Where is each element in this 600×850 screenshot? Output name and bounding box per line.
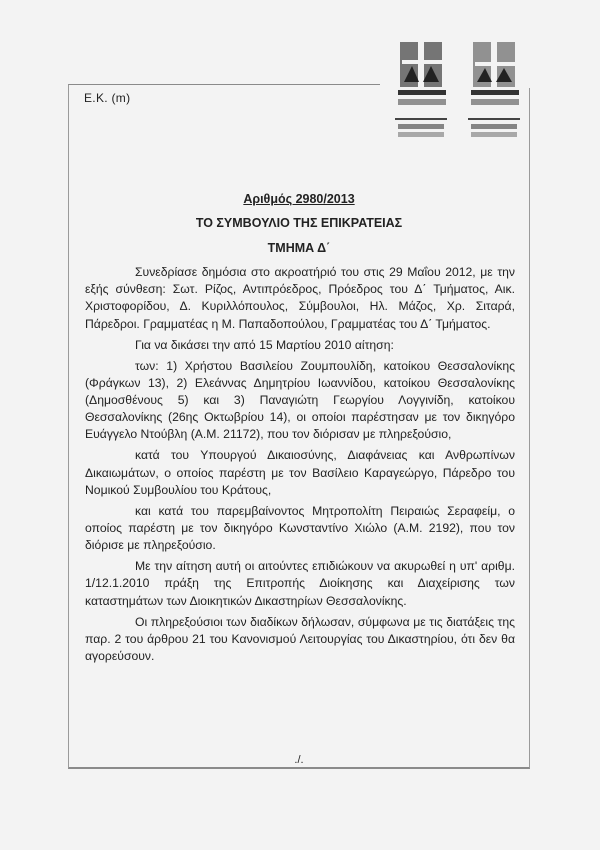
document-code: Ε.Κ. (m) <box>84 91 131 105</box>
paragraph-request: Με την αίτηση αυτή οι αιτούντες επιδιώκουν να ακυρωθεί η υπ' αριθμ. 1/12.1.2010 πράξη της Επιτροπής Διοίκησης και Διαχείρισης των καταστημάτων των Διοικητικών Δικαστηρίων Θεσσαλονίκης. <box>85 559 515 608</box>
continuation-mark: ./. <box>294 754 304 766</box>
paragraph-composition: Συνεδρίασε δημόσια στο ακροατήριό του στις 29 Μαΐου 2012, με την εξής σύνθεση: Σωτ. Ρίζος, Αντιπρόεδρος, Πρόεδρος του Δ΄ Τμήματος, Αικ. Χριστοφορίδου, Δ. Κυριλλόπουλος, Σύμβουλοι, Ηλ. Μάζος, Χρ. Σιταρά, Πάρεδροι. Γραμματέας η Μ. Παπαδοπούλου, Γραμματέας του Δ΄ Τμήματος. <box>85 265 515 331</box>
paragraph-intervener: και κατά του παρεμβαίνοντος Μητροπολίτη Πειραιώς Σεραφείμ, ο οποίος παρέστη με τον δικηγόρο Κωνσταντίνο Χιώλο (Α.Μ. 2192), που τον διόρισε με πληρεξούσιο. <box>85 503 515 553</box>
paragraph-declaration: Οι πληρεξούσιοι των διαδίκων δήλωσαν, σύμφωνα με τις διατάξεις της παρ. 2 του άρθρου 21 του Κανονισμού Λειτουργίας του Δικαστηρίου, ότι δεν θα αγορεύσουν. <box>85 614 515 664</box>
paragraph-respondent: κατά του Υπουργού Δικαιοσύνης, Διαφάνειας και Ανθρωπίνων Δικαιωμάτων, ο οποίος παρέστη με τον Βασίλειο Καραγεώργο, Πάρεδρο του Νομικού Συμβουλίου του Κράτους, <box>85 448 515 497</box>
court-section: ΤΜΗΜΑ Δ΄ <box>267 241 331 255</box>
court-stamp-icon <box>392 20 450 140</box>
decision-number: Αριθμός 2980/2013 <box>243 192 355 206</box>
paragraph-application: Για να δικάσει την από 15 Μαρτίου 2010 αίτηση: <box>135 337 394 352</box>
court-name: ΤΟ ΣΥΜΒΟΥΛΙΟ ΤΗΣ ΕΠΙΚΡΑΤΕΙΑΣ <box>195 216 403 230</box>
court-stamp-icon <box>465 20 523 140</box>
document-body <box>85 264 515 669</box>
paragraph-applicants: των: 1) Χρήστου Βασιλείου Ζουμπουλίδη, κατοίκου Θεσσαλονίκης (Φράγκων 13), 2) Ελεάννας Δημητρίου Ιωαννίδου, κατοίκου Θεσσαλονίκης (Δημοσθένους 5) και 3) Παναγιώτη Γεωργίου Λογγινίδη, κατοίκου Θεσσαλονίκης (26ης Οκτωβρίου 14), οι οποίοι παρέστησαν με τον δικηγόρο Ευάγγελο Ντούβλη (Α.Μ. 21172), που τον διόρισαν με πληρεξούσιο, <box>85 358 515 442</box>
